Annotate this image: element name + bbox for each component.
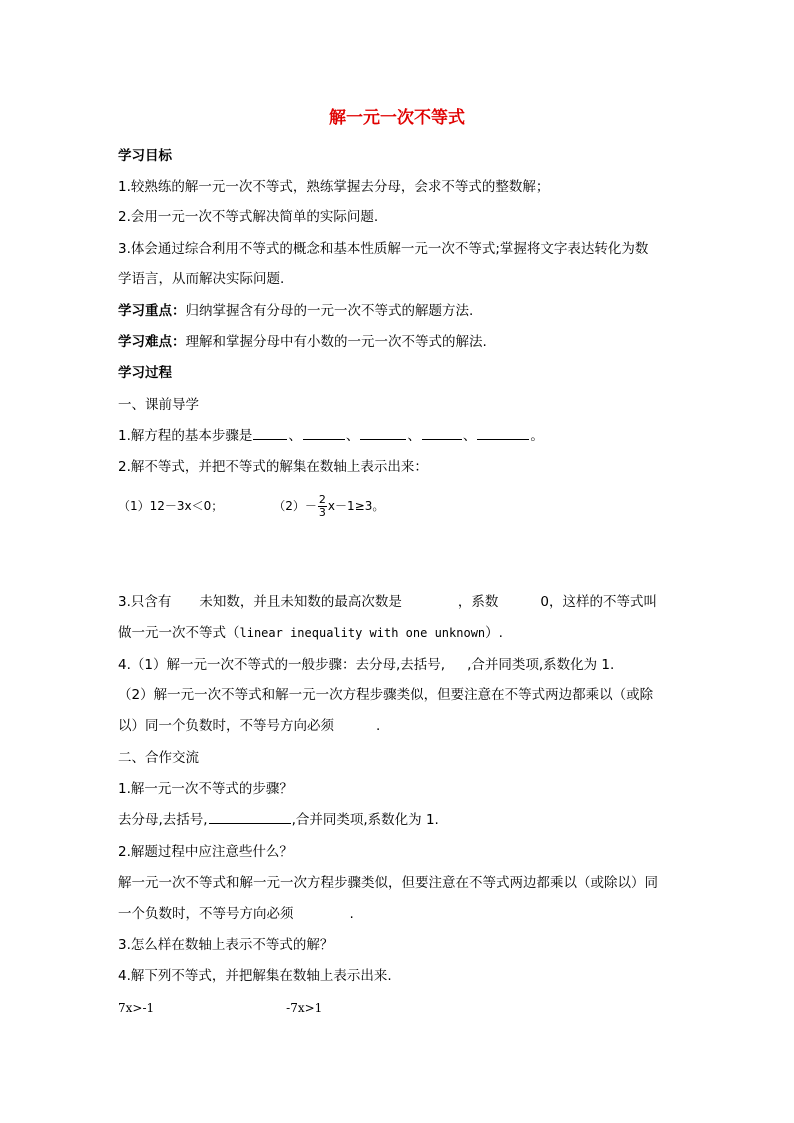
q3-text-e: 做一元一次不等式（ <box>118 625 240 641</box>
separator: 、 <box>462 428 477 444</box>
inequality-a: 7x>-1 <box>118 1001 155 1015</box>
part2-question-2: 2.解题过程中应注意些什么？ <box>118 844 293 860</box>
goal-item-3: 3.体会通过综合利用不等式的概念和基本性质解一元一次不等式;掌握将文字表达转化为数 <box>118 241 649 257</box>
part1-question-3-line2 <box>118 624 503 642</box>
answer-blank <box>422 427 462 440</box>
q4-text-d: . <box>376 718 381 734</box>
q4-text-b: ,合并同类项,系数化为 1. <box>467 657 615 673</box>
inequality-2-prefix: （2）－ <box>273 499 317 513</box>
part2-answer-2-line2 <box>118 905 354 923</box>
part2-answer-1 <box>118 811 439 829</box>
part1-question-4-line3 <box>118 717 380 735</box>
process-heading: 学习过程 <box>118 365 172 381</box>
fraction-two-thirds <box>318 494 327 519</box>
part1-question-2: 2.解不等式，并把不等式的解集在数轴上表示出来： <box>118 459 428 475</box>
separator: 、 <box>345 428 360 444</box>
part2-question-4: 4.解下列不等式，并把解集在数轴上表示出来. <box>118 968 392 984</box>
q3-text-f: ）. <box>485 625 503 641</box>
answer-blank <box>303 427 345 440</box>
key-point-text: 归纳掌握含有分母的一元一次不等式的解题方法. <box>185 303 474 319</box>
goal-item-2: 2.会用一元一次不等式解决简单的实际问题. <box>118 209 379 225</box>
part2-heading: 二、合作交流 <box>118 750 199 766</box>
answer-blank <box>253 427 287 440</box>
q4-text-a: 4.（1）解一元一次不等式的一般步骤：去分母,去括号, <box>118 657 446 673</box>
q3-text-a: 3.只含有 <box>118 594 172 610</box>
answer-blank <box>209 811 291 824</box>
goals-heading: 学习目标 <box>118 148 172 164</box>
answer-text-c: 一个负数时，不等号方向必须 <box>118 906 294 922</box>
key-point <box>118 302 473 320</box>
part1-heading: 一、课前导学 <box>118 397 199 413</box>
goal-item-3-continued: 学语言，从而解决实际问题. <box>118 271 285 287</box>
q3-text-d: 0，这样的不等式叫 <box>540 594 657 610</box>
q1-text: 1.解方程的基本步骤是 <box>118 428 253 444</box>
answer-blank <box>477 427 529 440</box>
part1-question-3-line1 <box>118 593 657 611</box>
answer-text-a: 去分母,去括号, <box>118 812 208 828</box>
q4-text-c: 以）同一个负数时，不等号方向必须 <box>118 718 334 734</box>
inequality-1: （1）12－3x＜0； <box>118 499 224 513</box>
part2-question-1: 1.解一元一次不等式的步骤？ <box>118 781 293 797</box>
difficulty <box>118 333 487 351</box>
separator: 、 <box>407 428 421 444</box>
part1-question-4-line1 <box>118 656 614 674</box>
part1-question-1 <box>118 427 544 445</box>
answer-text-d: . <box>349 906 354 922</box>
inequality-b: -7x>1 <box>286 1001 323 1015</box>
part2-question-4-items <box>118 999 322 1017</box>
part1-question-2-items <box>118 488 384 524</box>
part1-question-4-line2: （2）解一元一次不等式和解一元一次方程步骤类似，但要注意在不等式两边都乘以（或除 <box>118 687 654 703</box>
difficulty-text: 理解和掌握分母中有小数的一元一次不等式的解法. <box>185 334 487 350</box>
english-term: linear inequality with one unknown <box>239 626 486 640</box>
q3-text-c: ，系数 <box>457 594 499 610</box>
q3-text-b: 未知数，并且未知数的最高次数是 <box>199 594 402 610</box>
separator: 、 <box>288 428 302 444</box>
part2-question-3: 3.怎么样在数轴上表示不等式的解？ <box>118 937 334 953</box>
answer-text-b: ,合并同类项,系数化为 1. <box>291 812 439 828</box>
inequality-2-suffix: x－1≥3。 <box>327 499 385 513</box>
fraction-denominator: 3 <box>318 505 326 519</box>
answer-blank <box>360 427 406 440</box>
part2-answer-2-line1: 解一元一次不等式和解一元一次方程步骤类似，但要注意在不等式两边都乘以（或除以）同 <box>118 875 658 891</box>
key-point-label: 学习重点： <box>118 303 186 319</box>
fraction-numerator: 2 <box>318 492 326 506</box>
page-title: 解一元一次不等式 <box>329 108 465 128</box>
difficulty-label: 学习难点： <box>118 334 186 350</box>
period: 。 <box>530 428 544 444</box>
goal-item-1: 1.较熟练的解一元一次不等式，熟练掌握去分母，会求不等式的整数解； <box>118 179 550 195</box>
